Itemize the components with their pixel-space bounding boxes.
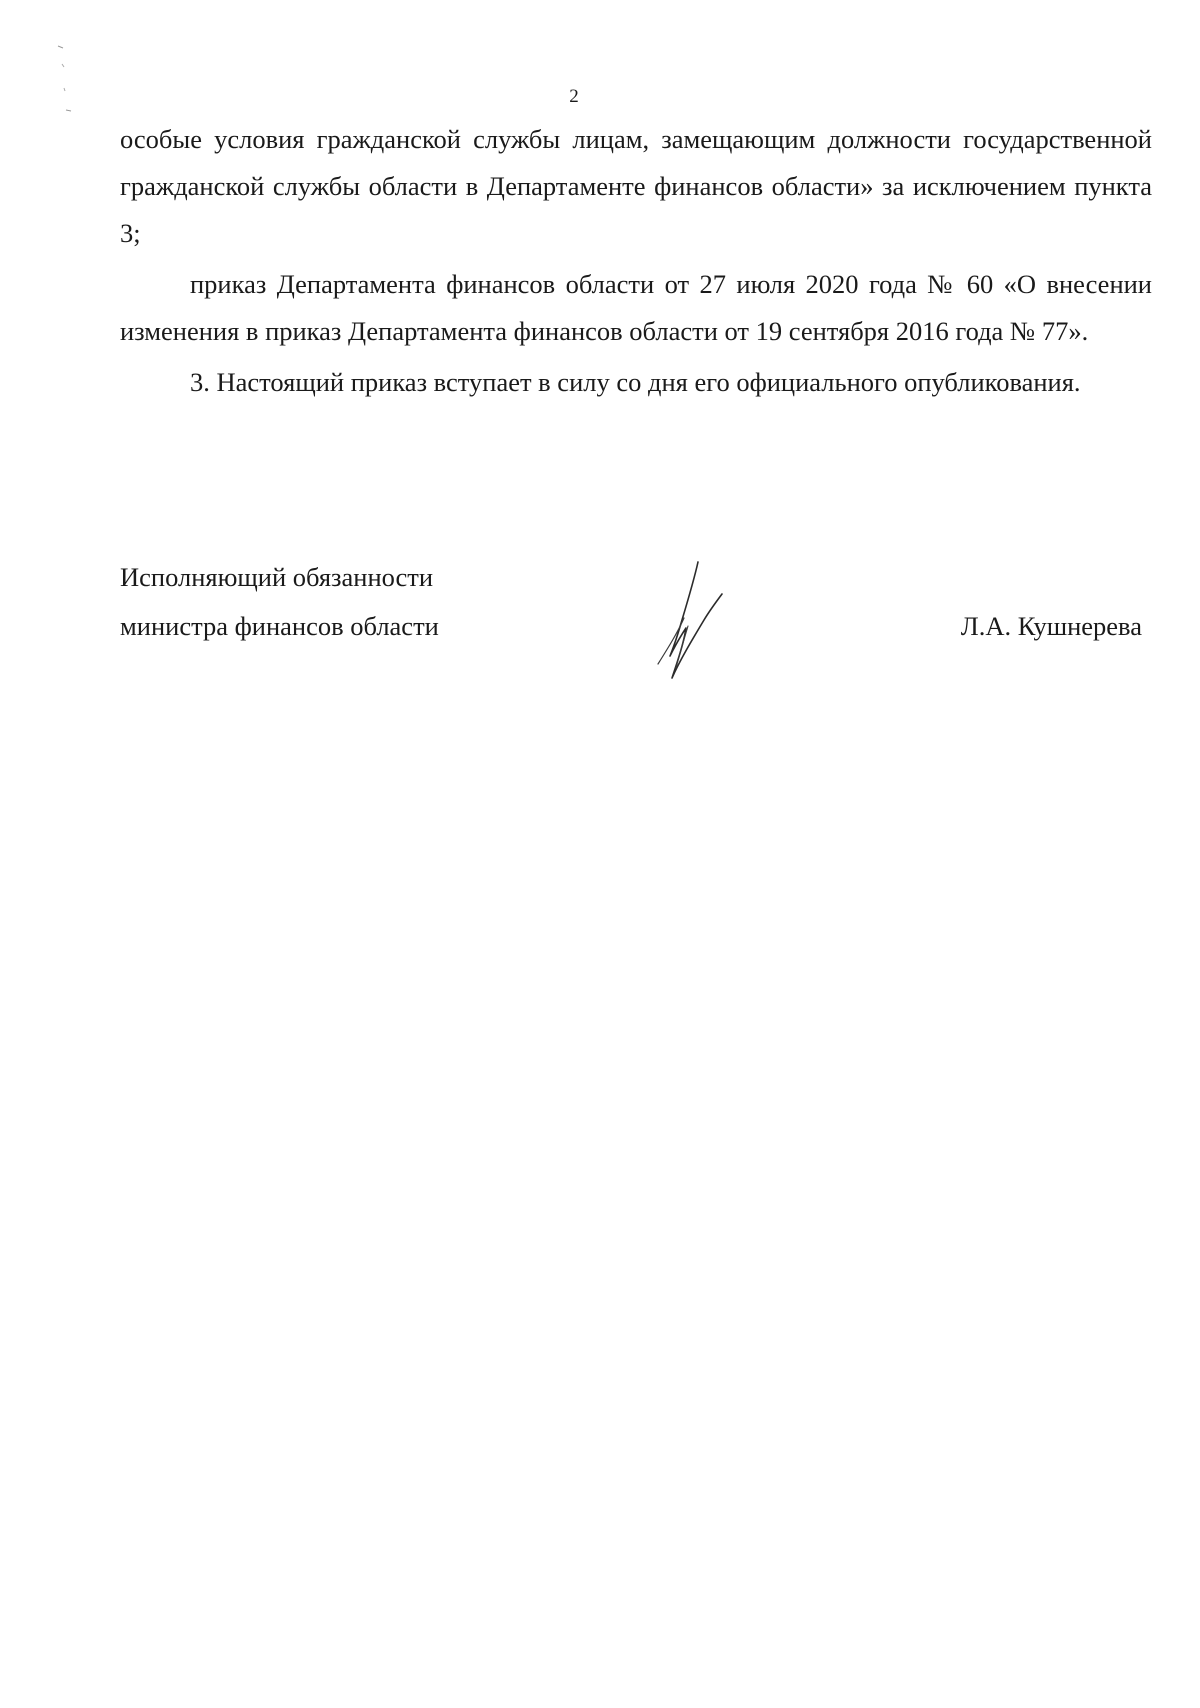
- paragraph-continuation: особые условия гражданской службы лицам, замещающим должности государственной гражданской службы области в Департаменте финансов области» за исключением пункта 3;: [120, 124, 1152, 248]
- page-number: 2: [569, 86, 579, 107]
- document-body: [120, 116, 1152, 410]
- paragraph-order-reference: приказ Департамента финансов области от 27 июля 2020 года № 60 «О внесении изменения в приказ Департамента финансов области от 19 сентября 2016 года № 77».: [120, 269, 1152, 346]
- signatory-title-line2: министра финансов области: [120, 611, 439, 641]
- signatory-name: Л.А. Кушнерева: [960, 611, 1142, 641]
- paragraph-effective-date: 3. Настоящий приказ вступает в силу со дня его официального опубликования.: [190, 367, 1081, 397]
- signatory-title-line1: Исполняющий обязанности: [120, 562, 434, 592]
- handwritten-signature-icon: [648, 560, 728, 685]
- scan-artifact-icon: [56, 44, 76, 124]
- signature-block: [120, 553, 1152, 651]
